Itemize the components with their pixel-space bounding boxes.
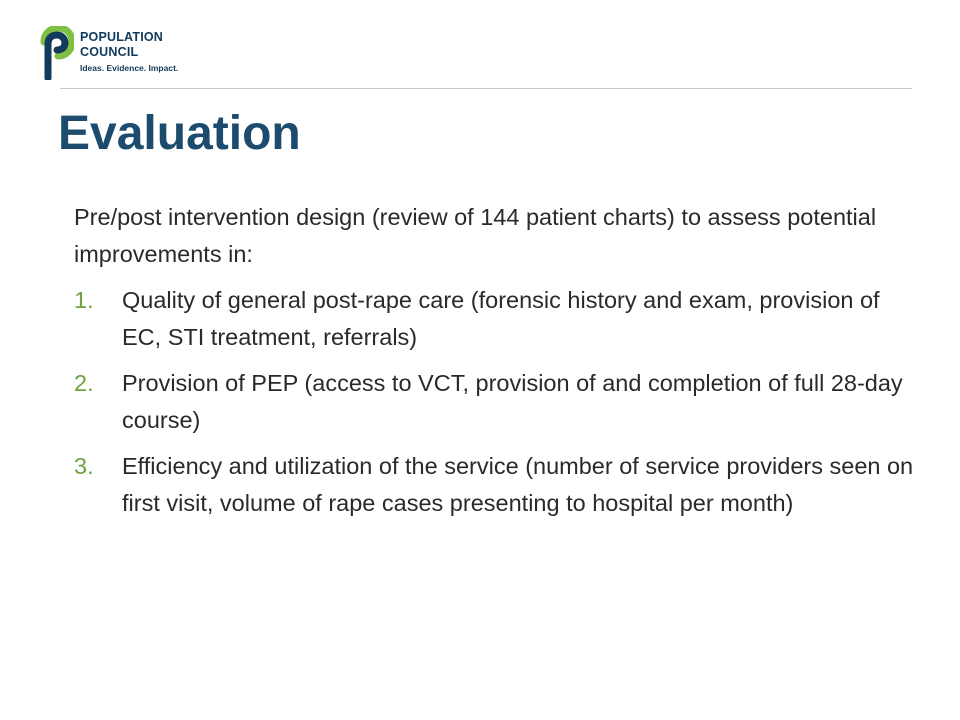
slide-body	[74, 199, 924, 531]
logo-tagline: Ideas. Evidence. Impact.	[80, 63, 179, 73]
list-item-text: Provision of PEP (access to VCT, provision of and completion of full 28-day course)	[122, 370, 903, 433]
slide-title: Evaluation	[58, 107, 301, 160]
list-item	[74, 365, 924, 439]
list-item-number: 2.	[74, 370, 94, 396]
population-council-logo	[38, 26, 198, 82]
population-council-logo-icon	[38, 26, 74, 80]
improvement-list	[74, 282, 924, 522]
logo-line-2: COUNCIL	[80, 45, 139, 59]
header-divider	[60, 88, 912, 89]
list-item	[74, 282, 924, 356]
list-item-number: 1.	[74, 287, 94, 313]
logo-text	[80, 30, 178, 75]
list-item-text: Quality of general post-rape care (forensic history and exam, provision of EC, STI treatment, referrals)	[122, 287, 880, 350]
list-item	[74, 448, 924, 522]
list-item-number: 3.	[74, 453, 94, 479]
list-item-text: Efficiency and utilization of the service (number of service providers seen on first visit, volume of rape cases presenting to hospital per month)	[122, 453, 914, 516]
logo-line-1: POPULATION	[80, 30, 164, 44]
intro-paragraph: Pre/post intervention design (review of 144 patient charts) to assess potential improvements in:	[74, 204, 877, 267]
